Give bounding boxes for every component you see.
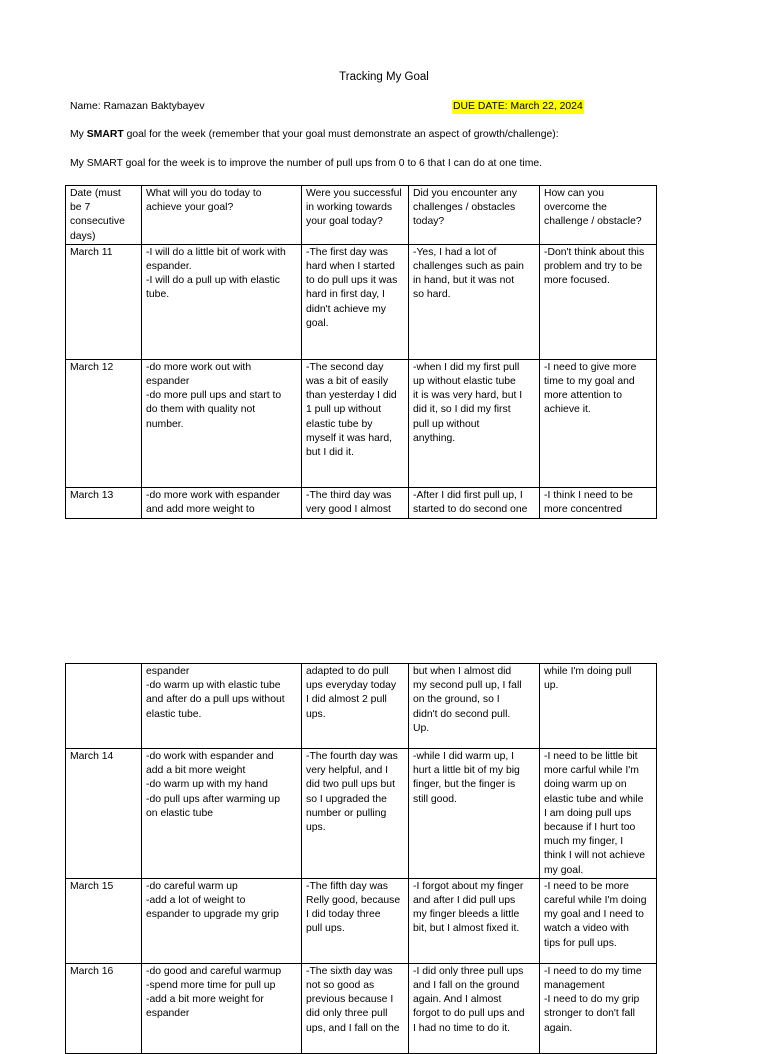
cell-text-line: very good I almost: [306, 504, 391, 516]
cell-text-line: hard in first day, I: [306, 289, 385, 301]
cell-text-line: than yesterday I did: [306, 390, 397, 402]
cell-text-line: -I will do a little bit of work with: [146, 246, 286, 258]
challenge-cell: [409, 963, 540, 1053]
cell-text-line: elastic tube by: [306, 418, 373, 430]
overcome-cell: [540, 244, 657, 359]
cell-text-line: -I need to give more: [544, 361, 637, 373]
cell-text-line: your goal today?: [306, 216, 383, 228]
cell-text-line: -do more pull ups and start to: [146, 390, 282, 402]
date-cell: [66, 359, 142, 487]
cell-text-line: -do more work out with: [146, 361, 252, 373]
challenge-cell: [409, 359, 540, 487]
table-row: [66, 878, 657, 963]
cell-text-line: and I fall on the ground: [413, 980, 520, 992]
cell-text-line: -I need to do my grip: [544, 994, 640, 1006]
date-cell: [66, 878, 142, 963]
cell-text-line: again. And I almost: [413, 994, 502, 1006]
date-cell: [66, 664, 142, 749]
cell-text-line: was a bit of easily: [306, 376, 389, 388]
cell-text-line: consecutive: [70, 216, 125, 228]
cell-text-line: -do warm up with elastic tube: [146, 680, 281, 692]
cell-text-line: didn't do second pull.: [413, 708, 511, 720]
cell-text-line: myself it was hard,: [306, 432, 393, 444]
cell-text-line: March 15: [70, 880, 114, 892]
cell-text-line: espander to upgrade my grip: [146, 909, 279, 921]
cell-text-line: Relly good, because: [306, 895, 401, 907]
cell-text-line: -The first day was: [306, 246, 388, 258]
cell-text-line: more concentred: [544, 504, 622, 516]
cell-text-line: careful while I'm doing: [544, 895, 647, 907]
cell-text-line: March 12: [70, 361, 114, 373]
cell-text-line: -The fourth day was: [306, 751, 398, 762]
plan-cell: [142, 749, 302, 879]
cell-text-line: and after do a pull ups without: [146, 694, 285, 706]
cell-text-line: achieve your goal?: [146, 202, 234, 214]
date-cell: [66, 749, 142, 879]
cell-text-line: but when I almost did: [413, 666, 512, 677]
cell-text-line: while I'm doing pull: [544, 666, 632, 677]
cell-text-line: -I need to be little bit: [544, 751, 638, 762]
cell-text-line: How can you: [544, 188, 605, 199]
cell-text-line: March 16: [70, 965, 114, 977]
document-title: Tracking My Goal: [339, 71, 429, 83]
cell-text-line: more focused.: [544, 275, 610, 287]
cell-text-line: today?: [413, 216, 445, 228]
success-cell: [302, 359, 409, 487]
table-row: [66, 487, 657, 518]
cell-text-line: previous because I: [306, 994, 394, 1006]
cell-text-line: in hand, but it was not: [413, 275, 515, 287]
cell-text-line: -I will do a pull up with elastic: [146, 275, 280, 287]
cell-text-line: espander: [146, 1008, 190, 1020]
cell-text-line: espander.: [146, 261, 192, 273]
plan-cell: [142, 487, 302, 518]
plan-cell: [142, 664, 302, 749]
success-cell: [302, 963, 409, 1053]
cell-text-line: March 13: [70, 489, 114, 501]
date-cell: [66, 963, 142, 1053]
plan-cell: [142, 963, 302, 1053]
overcome-cell: [540, 963, 657, 1053]
cell-text-line: in working towards: [306, 202, 393, 214]
cell-text-line: 1 pull up without: [306, 404, 382, 416]
table-row: [66, 963, 657, 1053]
cell-text-line: watch a video with: [544, 923, 629, 935]
cell-text-line: pull ups.: [306, 923, 345, 935]
cell-text-line: stronger to don't fall: [544, 1008, 635, 1020]
goal-tracking-table-page-2: [65, 663, 657, 1054]
goal-statement: My SMART goal for the week is to improve the number of pull ups from 0 to 6 that I can do at one time.: [70, 158, 543, 169]
table-row: [66, 359, 657, 487]
challenge-cell: [409, 487, 540, 518]
cell-text-line: -Don't think about this: [544, 246, 645, 258]
cell-text-line: forgot to do pull ups and: [413, 1008, 525, 1020]
cell-text-line: -The sixth day was: [306, 965, 393, 977]
cell-text-line: my second pull up, I fall: [413, 680, 522, 692]
success-cell: [302, 487, 409, 518]
challenge-cell: [409, 186, 540, 245]
cell-text-line: goal.: [306, 317, 329, 329]
cell-text-line: -I forgot about my finger: [413, 880, 524, 892]
cell-text-line: challenge / obstacle?: [544, 216, 642, 228]
due-date-highlight: DUE DATE: March 22, 2024: [452, 100, 584, 114]
cell-text-line: and add more weight to: [146, 504, 255, 516]
cell-text-line: days): [70, 230, 96, 242]
cell-text-line: espander: [146, 376, 190, 388]
cell-text-line: but I did it.: [306, 447, 354, 459]
cell-text-line: management: [544, 980, 605, 992]
cell-text-line: overcome the: [544, 202, 607, 214]
overcome-cell: [540, 359, 657, 487]
success-cell: [302, 186, 409, 245]
cell-text-line: Date (must: [70, 188, 121, 199]
cell-text-line: -add a bit more weight for: [146, 994, 264, 1006]
smart-goal-prompt: [70, 128, 559, 142]
challenge-cell: [409, 749, 540, 879]
cell-text-line: ups everyday today: [306, 680, 397, 692]
cell-text-line: elastic tube and while: [544, 793, 644, 805]
success-cell: [302, 244, 409, 359]
cell-text-line: finger, but the finger is: [413, 779, 516, 791]
cell-text-line: to do pull ups it was: [306, 275, 398, 287]
cell-text-line: -I need to do my time: [544, 965, 642, 977]
cell-text-line: up.: [544, 680, 559, 692]
overcome-cell: [540, 878, 657, 963]
cell-text-line: What will you do today to: [146, 188, 262, 199]
cell-text-line: and after I did pull ups: [413, 895, 516, 907]
cell-text-line: -do warm up with my hand: [146, 779, 268, 791]
header-row: [66, 186, 657, 245]
cell-text-line: tips for pull ups.: [544, 937, 617, 949]
cell-text-line: I am doing pull ups: [544, 807, 632, 819]
cell-text-line: anything.: [413, 432, 456, 444]
cell-text-line: challenges such as pain: [413, 261, 524, 273]
cell-text-line: hurt a little bit of my big: [413, 765, 520, 777]
cell-text-line: do them with quality not: [146, 404, 256, 416]
cell-text-line: -I did only three pull ups: [413, 965, 524, 977]
cell-text-line: -Yes, I had a lot of: [413, 246, 497, 258]
cell-text-line: I did today three: [306, 909, 381, 921]
smart-suffix: goal for the week (remember that your goal must demonstrate an aspect of growth/challenge):: [123, 129, 559, 140]
cell-text-line: Up.: [413, 722, 430, 734]
success-cell: [302, 878, 409, 963]
cell-text-line: -The second day: [306, 361, 384, 373]
cell-text-line: think I will not achieve: [544, 850, 646, 862]
cell-text-line: elastic tube.: [146, 708, 202, 720]
cell-text-line: -spend more time for pull up: [146, 980, 276, 992]
plan-cell: [142, 359, 302, 487]
cell-text-line: -add a lot of weight to: [146, 895, 246, 907]
table-row: [66, 664, 657, 749]
cell-text-line: on elastic tube: [146, 807, 214, 819]
overcome-cell: [540, 664, 657, 749]
cell-text-line: -I think I need to be: [544, 489, 633, 501]
cell-text-line: did it, so I did my first: [413, 404, 511, 416]
cell-text-line: -while I did warm up, I: [413, 751, 515, 762]
cell-text-line: my finger bleeds a little: [413, 909, 520, 921]
cell-text-line: add a bit more weight: [146, 765, 246, 777]
plan-cell: [142, 878, 302, 963]
cell-text-line: -do work with espander and: [146, 751, 274, 762]
cell-text-line: it is was very hard, but I: [413, 390, 523, 402]
cell-text-line: -The fifth day was: [306, 880, 389, 892]
cell-text-line: -do pull ups after warming up: [146, 793, 280, 805]
cell-text-line: -After I did first pull up, I: [413, 489, 523, 501]
cell-text-line: tube.: [146, 289, 170, 301]
cell-text-line: did only three pull: [306, 1008, 388, 1020]
cell-text-line: much my finger, I: [544, 836, 624, 848]
cell-text-line: ups.: [306, 822, 326, 834]
cell-text-line: Were you successful: [306, 188, 402, 199]
cell-text-line: started to do second one: [413, 504, 528, 516]
cell-text-line: -do good and careful warmup: [146, 965, 282, 977]
cell-text-line: be 7: [70, 202, 91, 214]
cell-text-line: ups, and I fall on the: [306, 1022, 400, 1034]
date-cell: [66, 487, 142, 518]
cell-text-line: March 11: [70, 246, 113, 258]
challenge-cell: [409, 664, 540, 749]
cell-text-line: hard when I started: [306, 261, 395, 273]
cell-text-line: because if I hurt too: [544, 822, 636, 834]
overcome-cell: [540, 749, 657, 879]
cell-text-line: problem and try to be: [544, 261, 643, 273]
cell-text-line: I had no time to do it.: [413, 1022, 511, 1034]
cell-text-line: still good.: [413, 793, 457, 805]
success-cell: [302, 749, 409, 879]
cell-text-line: up without elastic tube: [413, 376, 516, 388]
cell-text-line: my goal and I need to: [544, 909, 644, 921]
cell-text-line: -do more work with espander: [146, 489, 280, 501]
cell-text-line: challenges / obstacles: [413, 202, 516, 214]
cell-text-line: number or pulling: [306, 807, 387, 819]
cell-text-line: I did almost 2 pull: [306, 694, 387, 706]
cell-text-line: didn't achieve my: [306, 303, 386, 315]
challenge-cell: [409, 878, 540, 963]
date-cell: [66, 186, 142, 245]
date-cell: [66, 244, 142, 359]
goal-tracking-table-page-1: [65, 185, 657, 519]
cell-text-line: so I upgraded the: [306, 793, 387, 805]
plan-cell: [142, 186, 302, 245]
cell-text-line: espander: [146, 666, 190, 677]
overcome-cell: [540, 186, 657, 245]
cell-text-line: again.: [544, 1022, 573, 1034]
cell-text-line: ups.: [306, 708, 326, 720]
student-name: Name: Ramazan Baktybayev: [70, 101, 205, 112]
cell-text-line: more carful while I'm: [544, 765, 639, 777]
cell-text-line: so hard.: [413, 289, 451, 301]
smart-bold: SMART: [86, 129, 124, 140]
cell-text-line: not so good as: [306, 980, 375, 992]
cell-text-line: bit, but I almost fixed it.: [413, 923, 520, 935]
challenge-cell: [409, 244, 540, 359]
cell-text-line: pull up without: [413, 418, 480, 430]
cell-text-line: achieve it.: [544, 404, 591, 416]
cell-text-line: -I need to be more: [544, 880, 629, 892]
cell-text-line: -do careful warm up: [146, 880, 238, 892]
plan-cell: [142, 244, 302, 359]
cell-text-line: did two pull ups but: [306, 779, 395, 791]
smart-prefix: My: [70, 129, 87, 140]
cell-text-line: doing warm up on: [544, 779, 627, 791]
cell-text-line: Did you encounter any: [413, 188, 517, 199]
cell-text-line: March 14: [70, 751, 114, 762]
overcome-cell: [540, 487, 657, 518]
cell-text-line: number.: [146, 418, 184, 430]
cell-text-line: time to my goal and: [544, 376, 635, 388]
table-row: [66, 244, 657, 359]
cell-text-line: on the ground, so I: [413, 694, 500, 706]
cell-text-line: -The third day was: [306, 489, 392, 501]
table-row: [66, 749, 657, 879]
cell-text-line: my goal.: [544, 864, 584, 876]
success-cell: [302, 664, 409, 749]
cell-text-line: adapted to do pull: [306, 666, 389, 677]
cell-text-line: very helpful, and I: [306, 765, 389, 777]
cell-text-line: -when I did my first pull: [413, 361, 520, 373]
cell-text-line: more attention to: [544, 390, 622, 402]
